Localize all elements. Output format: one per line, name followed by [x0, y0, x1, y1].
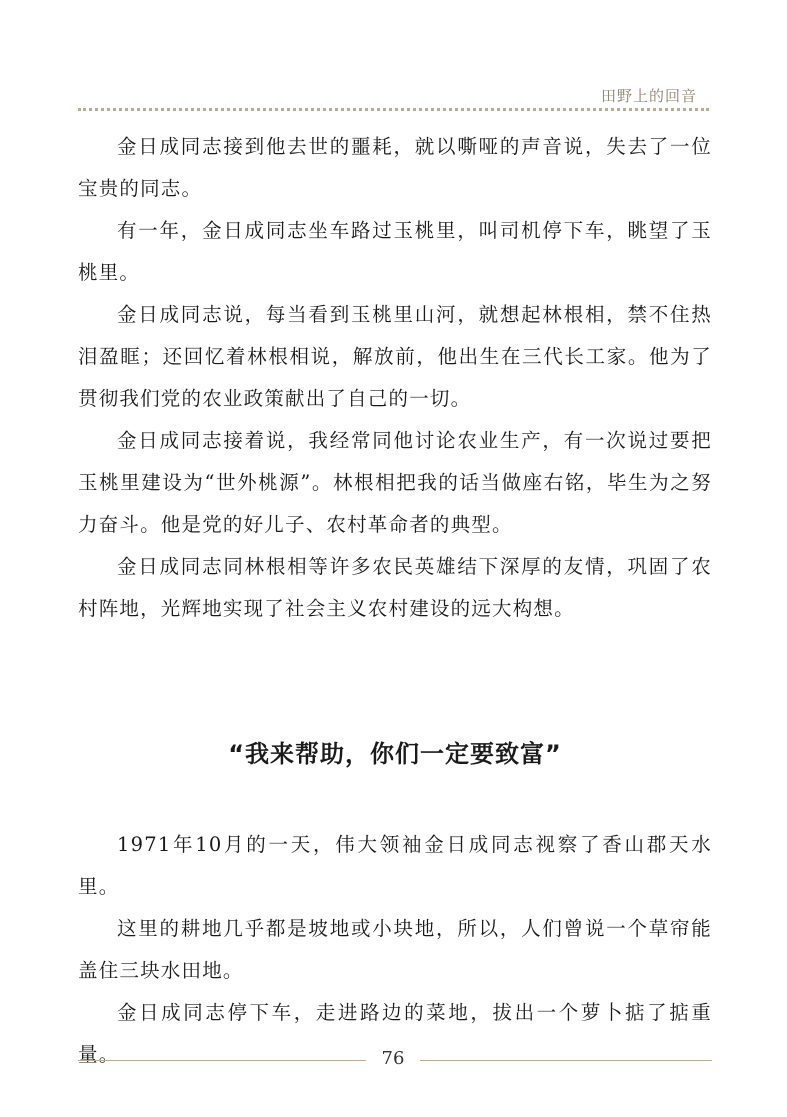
- paragraph: 有一年，金日成同志坐车路过玉桃里，叫司机停下车，眺望了玉桃里。: [78, 219, 712, 284]
- header-dotted-rule: [78, 108, 709, 111]
- paragraph: 金日成同志说，每当看到玉桃里山河，就想起林根相，禁不住热泪盈眶；还回忆着林根相说，解放前，他出生在三代长工家。他为了贯彻我们党的农业政策献出了自己的一切。: [78, 303, 712, 410]
- paragraph: 金日成同志同林根相等许多农民英雄结下深厚的友情，巩固了农村阵地，光辉地实现了社会主义农村建设的远大构想。: [78, 555, 712, 620]
- paragraph: 金日成同志停下车，走进路边的菜地，拔出一个萝卜掂了掂重量。: [78, 1001, 712, 1066]
- section-heading: “我来帮助，你们一定要致富”: [228, 740, 562, 768]
- footer-rule-left: [78, 1060, 366, 1061]
- paragraph: 1971年10月的一天，伟大领袖金日成同志视察了香山郡天水里。: [78, 833, 712, 898]
- section-two: [78, 824, 712, 1076]
- section-one: [78, 126, 712, 630]
- paragraph: 金日成同志接到他去世的噩耗，就以嘶哑的声音说，失去了一位宝贵的同志。: [78, 135, 712, 200]
- footer-rule-right: [420, 1060, 712, 1061]
- paragraph: 金日成同志接着说，我经常同他讨论农业生产，有一次说过要把玉桃里建设为“世外桃源”。林根相把我的话当做座右铭，毕生为之努力奋斗。他是党的好儿子、农村革命者的典型。: [78, 429, 712, 536]
- page-number: 76: [381, 1048, 405, 1069]
- running-head-title: 田野上的回音: [600, 87, 697, 105]
- paragraph: 这里的耕地几乎都是坡地或小块地，所以，人们曾说一个草帘能盖住三块水田地。: [78, 917, 712, 982]
